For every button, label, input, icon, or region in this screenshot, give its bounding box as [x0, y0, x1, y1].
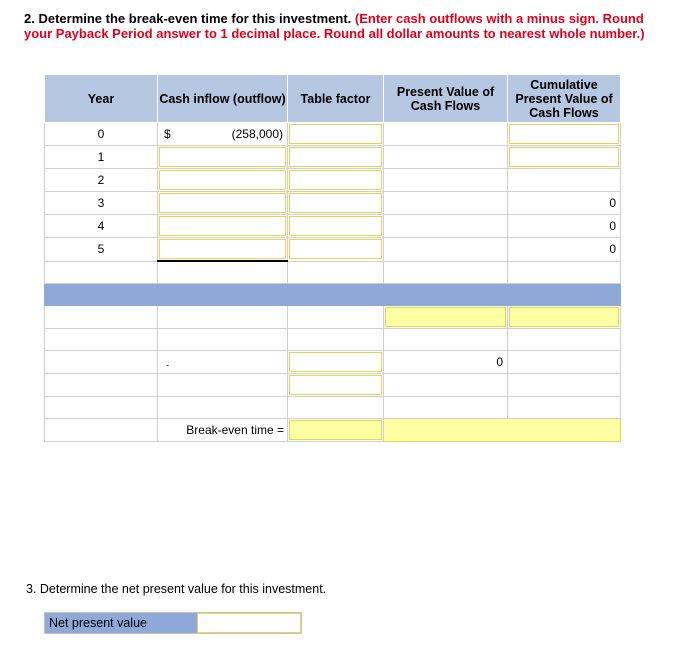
calc-row [45, 373, 621, 396]
calc-input-2[interactable] [289, 375, 382, 395]
cash-flow-cell [158, 146, 288, 169]
year-cell: 1 [45, 146, 158, 169]
header-table-factor: Table factor [288, 75, 384, 123]
spacer-row [45, 261, 621, 283]
break-even-row [45, 418, 621, 441]
break-even-table [44, 74, 621, 442]
cumulative-input[interactable] [509, 124, 619, 144]
table-factor-cell [288, 238, 384, 262]
cash-flow-cell [158, 123, 288, 146]
cumulative-cell [508, 146, 621, 169]
year-cell: 4 [45, 215, 158, 238]
pv-total-input[interactable] [385, 307, 506, 327]
table-factor-input[interactable] [289, 124, 382, 144]
calc-row [45, 328, 621, 350]
year-cell: 3 [45, 192, 158, 215]
pv-cell [384, 238, 508, 262]
calc-factor-cell [288, 350, 384, 373]
break-even-input[interactable] [289, 420, 382, 440]
table-factor-cell [288, 123, 384, 146]
table-factor-cell [288, 215, 384, 238]
cash-flow-input[interactable] [159, 170, 286, 190]
cash-flow-input[interactable] [159, 147, 286, 167]
pv-cell [384, 123, 508, 146]
calc-row [45, 396, 621, 418]
table-factor-cell [288, 169, 384, 192]
year-cell: 0 [45, 123, 158, 146]
calc-row [45, 350, 621, 373]
npv-label: Net present value [45, 613, 197, 633]
cash-flow-input[interactable] [159, 193, 286, 213]
cumulative-cell: 0 [508, 215, 621, 238]
pv-total-cell [384, 305, 508, 328]
table-row [45, 238, 621, 262]
header-row [45, 75, 621, 123]
cash-flow-cell [158, 169, 288, 192]
calc-row [45, 305, 621, 328]
calc-input-1[interactable] [289, 352, 382, 372]
tick-cell [158, 350, 288, 373]
header-year: Year [45, 75, 158, 123]
table-row [45, 146, 621, 169]
table-row [45, 192, 621, 215]
npv-row [44, 612, 302, 634]
year-cell: 2 [45, 169, 158, 192]
cash-flow-cell [158, 238, 288, 262]
cumulative-cell: 0 [508, 192, 621, 215]
question-2-instruction: (Enter cash outflows with a minus sign. Round your Payback Period answer to 1 decimal place. Round all dollar amounts to nearest whole number.) [24, 11, 645, 41]
cumulative-cell [508, 169, 621, 192]
pv-cell [384, 192, 508, 215]
break-even-cell [288, 418, 384, 441]
cumulative-total-input[interactable] [509, 307, 619, 327]
cumulative-input[interactable] [509, 147, 619, 167]
table-factor-input[interactable] [289, 147, 382, 167]
question-2-text: 2. Determine the break-even time for this investment. [24, 11, 355, 26]
cash-flow-cell [158, 192, 288, 215]
tick-mark: - [166, 359, 169, 370]
cash-flow-cell [158, 215, 288, 238]
table-factor-cell [288, 146, 384, 169]
table-factor-input[interactable] [289, 239, 382, 259]
break-even-label: Break-even time = [158, 418, 288, 441]
table-factor-cell [288, 192, 384, 215]
table-factor-input[interactable] [289, 170, 382, 190]
calc-factor-cell [288, 373, 384, 396]
cash-flow-input[interactable] [159, 239, 286, 259]
cumulative-cell: 0 [508, 238, 621, 262]
pv-cell [384, 169, 508, 192]
year-cell: 5 [45, 238, 158, 262]
table-row [45, 169, 621, 192]
dollar-sign: $ [164, 127, 171, 141]
cash-flow-input[interactable] [159, 216, 286, 236]
table-row [45, 215, 621, 238]
table-factor-input[interactable] [289, 193, 382, 213]
question-2 [24, 11, 654, 41]
pv-cell [384, 146, 508, 169]
question-3: 3. Determine the net present value for this investment. [26, 582, 327, 596]
break-even-unit-cell[interactable] [384, 418, 621, 441]
pv-zero-cell: 0 [384, 350, 508, 373]
section-band [45, 283, 621, 305]
npv-input[interactable] [197, 613, 301, 633]
header-cumulative: Cumulative Present Value of Cash Flows [508, 75, 621, 123]
cumulative-cell [508, 123, 621, 146]
table-factor-input[interactable] [289, 216, 382, 236]
header-cash-flow: Cash inflow (outflow) [158, 75, 288, 123]
table-row [45, 123, 621, 146]
cumulative-total-cell [508, 305, 621, 328]
year0-cash-flow: (258,000) [231, 127, 283, 141]
pv-cell [384, 215, 508, 238]
header-present-value: Present Value of Cash Flows [384, 75, 508, 123]
